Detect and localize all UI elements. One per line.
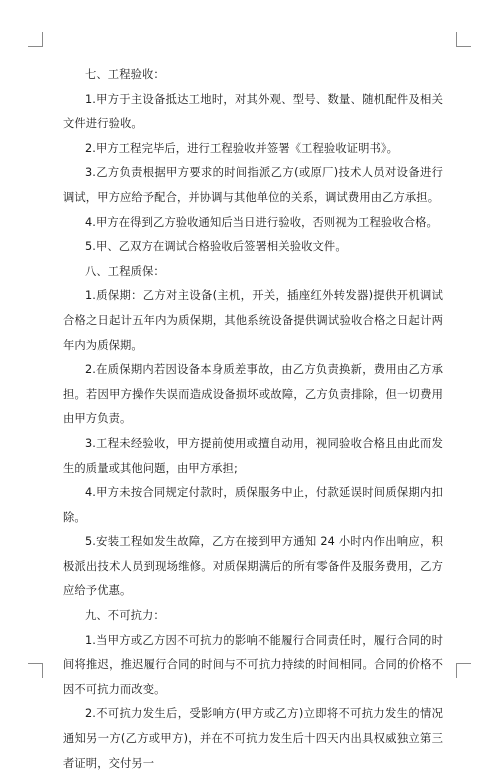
clause-paragraph: 2.不可抗力发生后，受影响方(甲方或乙方)立即将不可抗力发生的情况通知另一方(乙方或甲方)，并在不可抗力发生后十四天内出具权威独立第三者证明，交付另一 [63,707,443,770]
clause-paragraph: 4.甲方未按合同规定付款时，质保服务中止，付款延误时间质保期内扣除。 [63,486,443,524]
crop-mark-top-right [456,32,471,47]
section-heading-warranty: 八、工程质保： [85,264,165,278]
crop-mark-bottom-left [28,663,43,678]
clause-paragraph: 3.工程未经验收，甲方提前使用或擅自动用，视同验收合格且由此而发生的质量或其他问题，由甲方承担; [63,436,443,475]
clause-paragraph: 5.甲、乙双方在调试合格验收后签署相关验收文件。 [85,240,347,254]
clause-paragraph: 1.当甲方或乙方因不可抗力的影响不能履行合同责任时，履行合同的时间将推迟，推迟履行合同的时间与不可抗力持续的时间相同。合同的价格不因不可抗力而改变。 [63,633,443,696]
clause-paragraph: 1.甲方于主设备抵达工地时，对其外观、型号、数量、随机配件及相关文件进行验收。 [63,92,443,131]
document-body [63,63,443,776]
clause-paragraph: 2.在质保期内若因设备本身质差事故，由乙方负责换新，费用由乙方承担。若因甲方操作失误而造成设备损坏或故障，乙方负责排除，但一切费用由甲方负责。 [63,363,443,426]
crop-mark-top-left [28,32,43,47]
clause-paragraph: 2.甲方工程完毕后，进行工程验收并签署《工程验收证明书》。 [85,141,399,155]
clause-paragraph: 5.安装工程如发生故障，乙方在接到甲方通知 24 小时内作出响应，积极派出技术人员到现场维修。对质保期满后的所有零备件及服务费用，乙方应给予优惠。 [63,535,443,598]
section-heading-acceptance: 七、工程验收： [85,68,165,81]
clause-paragraph: 4.甲方在得到乙方验收通知后当日进行验收，否则视为工程验收合格。 [85,215,438,229]
clause-paragraph: 3.乙方负责根据甲方要求的时间指派乙方(或原厂)技术人员对设备进行调试，甲方应给予配合，并协调与其他单位的关系，调试费用由乙方承担。 [63,166,443,204]
crop-mark-bottom-right [456,663,471,678]
section-heading-force-majeure: 九、不可抗力： [85,609,165,623]
clause-paragraph: 1.质保期：乙方对主设备(主机，开关，插座红外转发器)提供开机调试合格之日起计五年内为质保期，其他系统设备提供调试验收合格之日起计两年内为质保期。 [63,289,443,352]
